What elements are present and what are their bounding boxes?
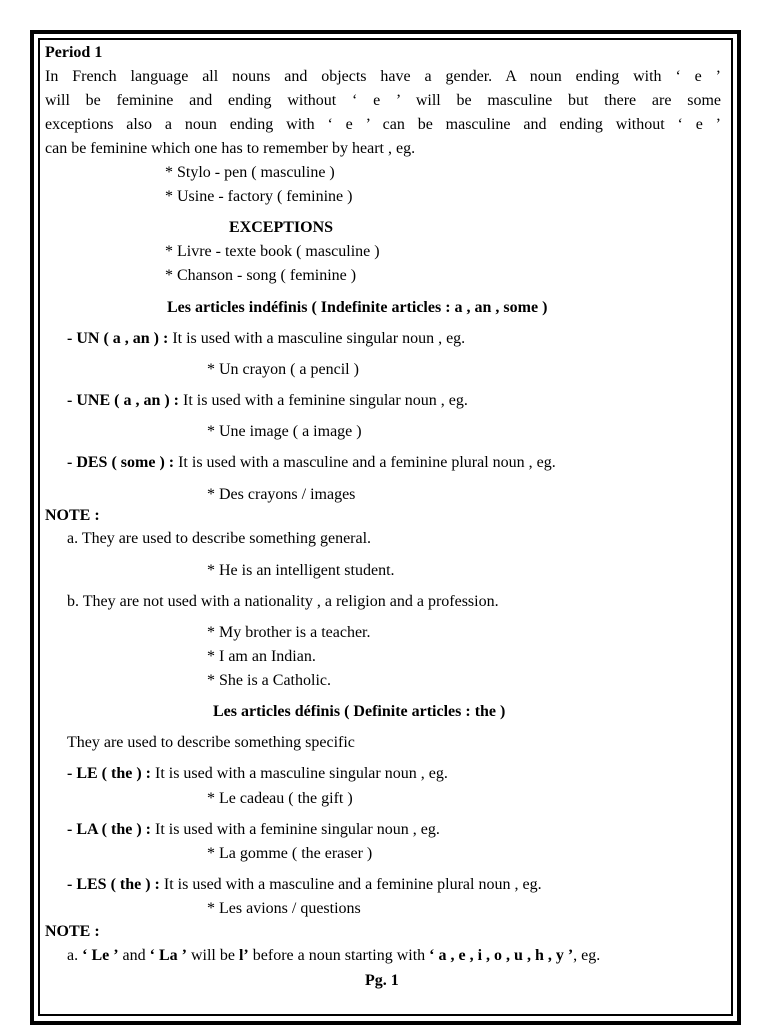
note-2-label: NOTE : [45, 923, 100, 940]
note-2-la: ‘ La ’ [149, 947, 187, 964]
desc-des: It is used with a masculine and a feminine plural noun , eg. [174, 454, 556, 471]
note-2-l: l’ [238, 947, 249, 964]
note-1-b: b. They are not used with a nationality , a religion and a profession. [67, 593, 499, 610]
definite-articles-heading: Les articles définis ( Definite articles : the ) [213, 703, 506, 720]
note-2-a-prefix: a. [67, 947, 83, 964]
exceptions-heading: EXCEPTIONS [229, 219, 334, 236]
page-number: Pg. 1 [365, 972, 399, 989]
intro-line-3: exceptions also a noun ending with ‘ e ’ can be masculine and ending without ‘ e ’ [45, 116, 721, 133]
desc-les: It is used with a masculine and a feminine plural noun , eg. [159, 876, 542, 893]
term-un: - UN ( a , an ) : [67, 330, 169, 347]
indefinite-un [67, 329, 465, 348]
intro-line-4: can be feminine which one has to remember by heart , eg. [45, 140, 416, 157]
definite-les [67, 875, 542, 894]
note-1-a-example: * He is an intelligent student. [207, 562, 395, 579]
desc-le: It is used with a masculine singular noun , eg. [150, 765, 448, 782]
desc-la: It is used with a feminine singular noun , eg. [150, 821, 440, 838]
intro-line-2: will be feminine and ending without ‘ e ’ will be masculine but there are some [45, 92, 721, 109]
example-stylo: * Stylo - pen ( masculine ) [165, 164, 335, 181]
indefinite-articles-heading: Les articles indéfinis ( Indefinite articles : a , an , some ) [167, 299, 548, 316]
desc-un: It is used with a masculine singular noun , eg. [168, 330, 466, 347]
note-2-eg: , eg. [573, 947, 601, 964]
definite-intro: They are used to describe something specific [67, 734, 355, 751]
indefinite-une [67, 391, 468, 410]
note-2-a [67, 946, 600, 965]
intro-line-1: In French language all nouns and objects have a gender. A noun ending with ‘ e ’ [45, 68, 721, 85]
note-2-will-be: will be [186, 947, 239, 964]
exception-chanson: * Chanson - song ( feminine ) [165, 267, 357, 284]
note-2-letters: ‘ a , e , i , o , u , h , y ’ [429, 947, 574, 964]
term-une: - UNE ( a , an ) : [67, 392, 179, 409]
example-une: * Une image ( a image ) [207, 423, 362, 440]
example-les: * Les avions / questions [207, 900, 361, 917]
note-1-b-example-3: * She is a Catholic. [207, 672, 331, 689]
term-les: - LES ( the ) : [67, 876, 160, 893]
example-le: * Le cadeau ( the gift ) [207, 790, 353, 807]
term-le: - LE ( the ) : [67, 765, 151, 782]
indefinite-des [67, 453, 556, 472]
example-usine: * Usine - factory ( feminine ) [165, 188, 353, 205]
page-border-inner [38, 38, 733, 1016]
example-la: * La gomme ( the eraser ) [207, 845, 373, 862]
note-1-b-example-2: * I am an Indian. [207, 648, 316, 665]
definite-la [67, 820, 440, 839]
note-1-label: NOTE : [45, 507, 100, 524]
definite-le [67, 764, 448, 783]
note-2-and: and [118, 947, 150, 964]
period-title: Period 1 [45, 44, 103, 61]
note-1-a: a. They are used to describe something general. [67, 530, 372, 547]
note-1-b-example-1: * My brother is a teacher. [207, 624, 371, 641]
example-un: * Un crayon ( a pencil ) [207, 361, 359, 378]
note-2-le: ‘ Le ’ [82, 947, 119, 964]
desc-une: It is used with a feminine singular noun , eg. [179, 392, 468, 409]
term-la: - LA ( the ) : [67, 821, 151, 838]
note-2-before: before a noun starting with [248, 947, 430, 964]
example-des: * Des crayons / images [207, 486, 356, 503]
exception-livre: * Livre - texte book ( masculine ) [165, 243, 380, 260]
term-des: - DES ( some ) : [67, 454, 175, 471]
